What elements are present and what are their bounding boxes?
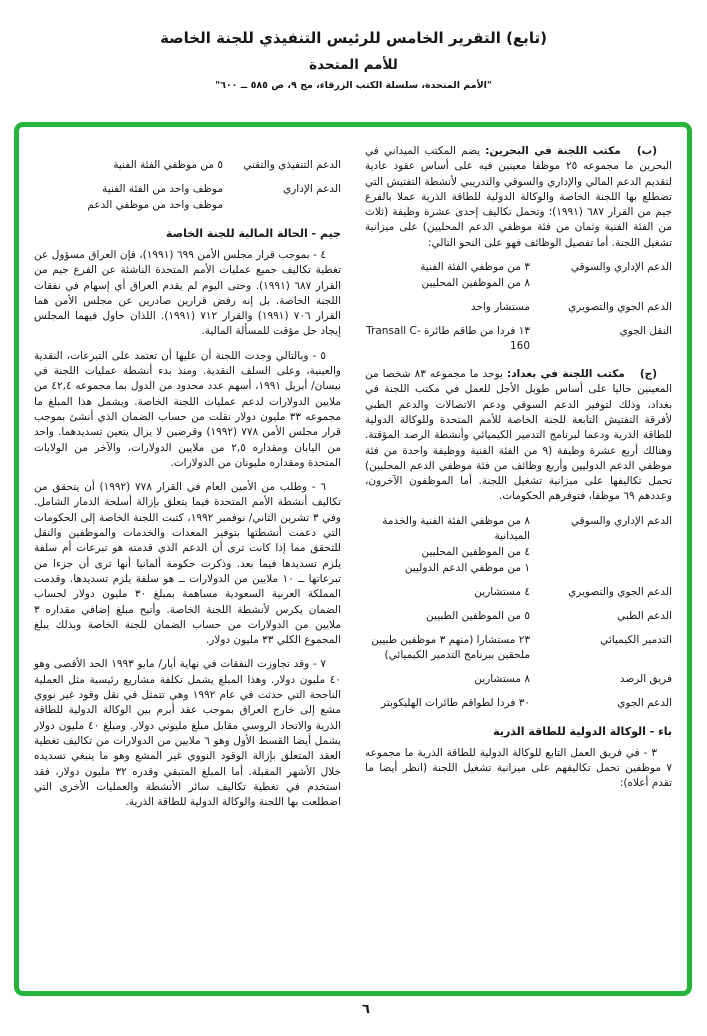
table-row-label: [530, 561, 672, 576]
paragraph-4-financial: ٤ - بموجب قرار مجلس الأمن ٦٩٩ (١٩٩١)، فإن العراق مسؤول عن تغطية تكاليف جميع عمليات الأمم المتحدة الناشئة عن الفرع جيم من القرار ٦٨٧ (١٩٩١). وحتى اليوم لم يقدم العراق أي إسهام في نفقات اللجنة الخاصة. بل إنه رفض قرارين صادرين عن مجلس الأمن هما القرار ٧٠٦ (١٩٩١) والقرار ٧١٢ (١٩٩١). اللذان حاول فيهما المجلس إيجاد حل مؤقت للمسألة المالية.: [34, 249, 342, 338]
table-row-value: ٣ من موظفي الفئة الفنية: [420, 261, 530, 274]
paragraph-6-verification: ٦ - وطلب من الأمين العام في القرار ٧٧٨ (١٩٩٢) أن يتحقق من تكاليف أنشطة الأمم المتحدة فيما يتعلق بإزالة أسلحة الدمار الشامل. وفي ٣ تشرين الثاني/ نوفمبر ١٩٩٢، كتبت اللجنة الخاصة إلى الحكومات التي دعمت أنشطتها بتوفير المعدات والخدمات والموظفين والنقل للتحقق مما إذا كانت ترى أن الدعم الذي قدمته هو تبرعات أم سلفة يلزم تسديدها فيما بعد. وذكرت حكومة ألمانيا أنها ترى أن جزءا من تبرعاتها ــ ١٠ ملايين من الدولارات ــ هو سلفة يلزم تسديدها. وقدمت المملكة العربية السعودية مساهمة بمبلغ ٣٠ مليون دولار لحساب الضمان يكرس لأنشطة اللجنة الخاصة. وأتيح مبلغ إضافي مقداره ٣ ملايين من الدولارات من حساب الضمان للجنة الخاصة وبذلك يبلغ المجموع الكلي ٣٣ مليون دولار.: [34, 481, 341, 647]
table-row-label: الدعم الطبي: [617, 609, 672, 622]
paragraph-b-marker: (ب): [636, 145, 657, 157]
table-row-value: ٥ من الموظفين الطبيين: [426, 609, 530, 622]
table-row: [365, 609, 672, 624]
table-row-value: ٤ من الموظفين المحليين: [421, 545, 530, 558]
section-baa-heading: باء - الوكالة الدولية للطاقة الذرية: [493, 724, 672, 738]
page-number: ٦: [362, 1002, 370, 1017]
table-row-label: [530, 276, 672, 291]
table-row-label: الدعم الجوي: [617, 696, 672, 709]
paragraph-5-contributions: ٥ - وبالتالي وجدت اللجنة أن عليها أن تعتمد على التبرعات، النقدية والعينية، وعلى السلف النقدية. ومنذ بدء أنشطة عمليات اللجنة في نيسان/ أبريل ١٩٩١، أسهم عدد محدود من الدول بما مجموعه ٤٢,٤ من ملايين الدولارات لدعم عمليات اللجنة الخاصة. ويشمل هذا المبلغ ما مجموعه ٣٣ مليون دولار نقلت من حساب الضمان الذي أنشئ بموجب قرار مجلس الأمن ٧٧٨ (١٩٩٢) وقرضين لا يزال يتعين تسديدهما. واحد من اليابان ومقداره ٢,٥ من ملايين الدولارات، والآخر من الولايات المتحدة ومقداره مليونان من الدولارات.: [34, 349, 341, 469]
table-row-value: ٥ من موظفي الفئة الفنية: [113, 159, 223, 171]
paragraph-b-bahrain-office: [365, 144, 672, 251]
table-row: [34, 158, 341, 173]
table-row-value: ١ من موظفي الدعم الدوليين: [404, 561, 530, 574]
table-row-value: ٤ مستشارين: [474, 585, 530, 598]
paragraph-7-expenditure: ٧ - وقد تجاوزت النفقات في نهاية أيار/ مايو ١٩٩٣ الحد الأقصى وهو ٤٠ مليون دولار. وهذا المبلغ يشمل تكلفة مشاريع رئيسية مثل العملية الناجحة التي حدثت في عام ١٩٩٢ وهي تتمثل في نقل وقود غير نووي مشع إلى خارج العراق بموجب عقد أبرم بين الوكالة الدولية للطاقة الذرية والاتحاد الروسي مقابل مبلغ مليوني دولار. ومبلغ ٤٠ مليون دولار يشمل أيضا القسط الأول وهو ٦ ملايين من الدولارات من تكاليف تغطية العقد المتعلق بإزالة الوقود النووي غير المشع وهو ما ينبغي تسديده خلال الأشهر المقبلة. أما المبلغ المتبقي وقدره ٣٢ مليون دولار، فقد استخدم في تغطية تكاليف سائر الأنشطة والعمليات الأخرى التي اضطلعت بها اللجنة والوكالة الدولية للطاقة الذرية.: [34, 658, 342, 809]
table-row: [365, 276, 672, 291]
table-row: [365, 324, 672, 354]
table-row-value: ١٣ فردا من طاقم طائرة Transall C-160: [366, 325, 530, 353]
table-row-value: موظف واحد من موظفي الدعم: [87, 199, 223, 211]
section-jeem-heading: جيم - الحالة المالية للجنة الخاصة: [165, 227, 341, 240]
table-row: [34, 182, 341, 197]
paragraph-c-baghdad-office: [365, 367, 672, 505]
column-left: [34, 144, 341, 981]
table-row: [365, 260, 672, 275]
table-row-value: ٢٣ مستشارا (منهم ٣ موظفين طبيين ملحقين ببرنامج التدمير الكيميائي): [371, 633, 530, 661]
table-row-label: الدعم التنفيذي والتقني: [243, 159, 341, 171]
iaea-staff-table: [34, 158, 341, 213]
table-row-value: مستشار واحد: [470, 301, 530, 314]
table-row-value: ٨ مستشارين: [474, 672, 530, 685]
green-content-frame: [14, 122, 692, 996]
table-row-label: [530, 545, 672, 560]
table-row-value: ٨ من موظفي الفئة الفنية والخدمة الميدانية: [382, 514, 530, 542]
paragraph-c-lead: مكتب اللجنة في بغداد:: [507, 368, 625, 381]
table-row-label: التدمير الكيميائي: [600, 633, 672, 646]
table-row-label: فريق الرصد: [619, 672, 672, 685]
paragraph-c-text: يوجد ما مجموعه ٨٣ شخصا من المعينين حاليا على أساس طويل الأجل للعمل في مكتب اللجنة في بغداد، وذلك لتوفير الدعم السوقي ودعم الاتصالات والدعم الطبي لأفرقة التفتيش التابعة للجنة الخاصة للأمم المتحدة وللوكالة الدولية للطاقة الذرية ودعما لبرنامج التدمير الكيميائي وأنشطة الرصد المؤقتة. وهنالك أربع عشرة وظيفة (٩ من الفئة الفنية ووظيفة واحدة من فئة موظفي الدعم الدوليين وأربع وظائف من فئة موظفي الدعم المحليين) تحمل تكاليفها على ميزانية تشغيل اللجنة. أما الموظفون الآخرون، وعددهم ٦٩ موظفا، فتوفرهم الحكومات.: [365, 368, 672, 503]
table-row-label: الدعم الإداري والسوقي: [570, 261, 672, 274]
paragraph-b-lead: مكتب اللجنة في البحرين:: [485, 145, 621, 157]
table-row: [365, 585, 672, 600]
bahrain-staff-table: [365, 260, 672, 354]
table-row-label: [223, 198, 341, 213]
table-row-label: الدعم الجوي والتصويري: [568, 585, 672, 598]
document-subtitle: للأمم المتحدة: [309, 57, 398, 73]
page-header: [0, 0, 707, 91]
table-row: [365, 545, 672, 560]
table-row-label: الدعم الجوي والتصويري: [568, 301, 672, 314]
paragraph-3-iaea: ٣ - في فريق العمل التابع للوكالة الدولية للطاقة الذرية ما مجموعه ٧ موظفين تحمل تكاليفهم على ميزانية تشغيل اللجنة (انظر أيضا ما تقدم أعلاه):: [365, 746, 672, 790]
table-row-label: الدعم الإداري: [282, 183, 341, 195]
table-row: [365, 696, 672, 711]
table-row-value: موظف واحد من الفئة الفنية: [102, 183, 223, 195]
paragraph-c-marker: (ج): [639, 368, 657, 381]
table-row: [365, 514, 672, 544]
table-row: [365, 633, 672, 663]
table-row-value: ٣٠ فردا لطواقم طائرات الهليكوبتر: [381, 696, 530, 709]
table-row: [34, 198, 341, 213]
table-row: [365, 300, 672, 315]
table-row: [365, 672, 672, 687]
paragraph-b-text: يضم المكتب الميداني في البحرين ما مجموعه ٢٥ موظفا معينين فيه على أساس عقود عادية لتقديم الدعم المالي والإداري والسوقي والتدريبي لأنشطة التفتيش التي تضطلع بها اللجنة الخاصة والوكالة الدولية للطاقة الذرية عملا بالفرع جيم من القرار ٦٨٧ (١٩٩١)؛ وتحمل تكاليف إحدى عشرة وظيفة (ثلاث من الفئة الفنية وثمان من فئة موظفي الدعم المحليين) على ميزانية تشغيل اللجنة. أما تفصيل الوظائف فهو على النحو التالي:: [365, 145, 672, 249]
column-right: [365, 144, 672, 981]
table-row-label: الدعم الإداري والسوقي: [570, 514, 672, 527]
two-column-layout: [34, 144, 672, 981]
table-row: [365, 561, 672, 576]
source-citation: "الأمم المتحدة، سلسلة الكتب الزرقاء، مج ٩، ص ٥٨٥ ــ ٦٠٠": [215, 80, 492, 91]
baghdad-staff-table: [365, 514, 672, 711]
table-row-value: ٨ من الموظفين المحليين: [421, 277, 530, 290]
table-row-label: النقل الجوي: [619, 325, 672, 338]
document-title: (تابع) التقرير الخامس للرئيس التنفيذي للجنة الخاصة: [160, 29, 547, 47]
